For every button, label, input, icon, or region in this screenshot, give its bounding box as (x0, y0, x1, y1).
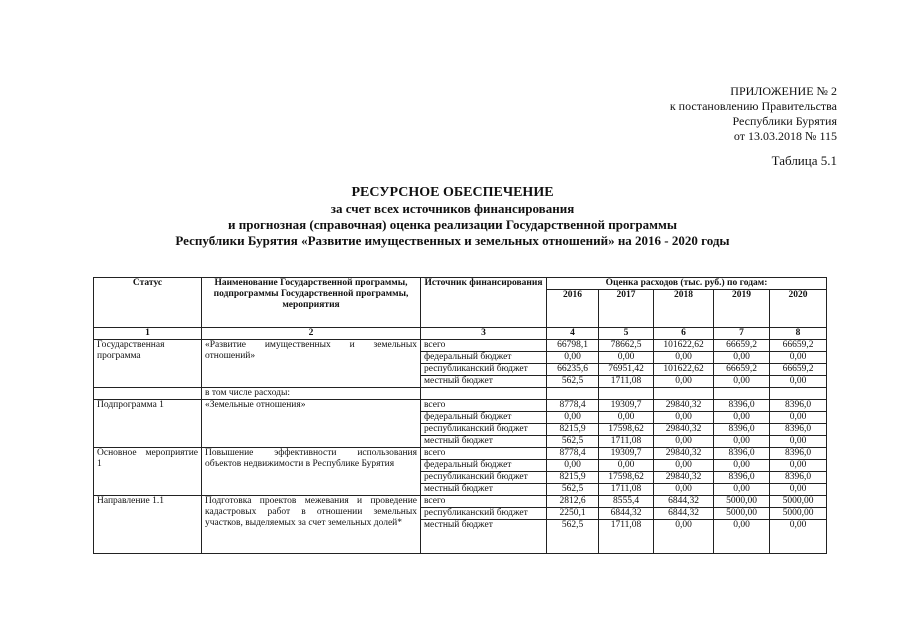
header-year: 2018 (654, 290, 714, 328)
row-value: 5000,00 (770, 496, 827, 508)
title-line: Республики Бурятия «Развитие имущественных и земельных отношений» на 2016 - 2020 годы (175, 233, 730, 248)
header-status: Статус (94, 278, 202, 328)
col-number: 2 (202, 328, 421, 340)
header-estimate: Оценка расходов (тыс. руб.) по годам: (547, 278, 827, 290)
col-number: 5 (599, 328, 654, 340)
row-value: 19309,7 (599, 448, 654, 460)
table-row (94, 388, 827, 400)
row-value: 0,00 (654, 520, 714, 554)
empty-cell (421, 388, 547, 400)
col-number: 6 (654, 328, 714, 340)
row-value: 562,5 (547, 436, 599, 448)
row-value: 1711,08 (599, 376, 654, 388)
row-source: всего (421, 340, 547, 352)
row-source: федеральный бюджет (421, 460, 547, 472)
row-value: 66659,2 (714, 364, 770, 376)
row-value: 8396,0 (714, 424, 770, 436)
row-value: 8396,0 (770, 424, 827, 436)
row-name: «Развитие имущественных и земельных отношений» (202, 340, 421, 388)
row-value: 29840,32 (654, 472, 714, 484)
appendix-line: от 13.03.2018 № 115 (733, 129, 837, 143)
row-name: Подготовка проектов межевания и проведение кадастровых работ в отношении земельных участков, выделяемых за счет земельных долей* (202, 496, 421, 554)
row-value: 0,00 (770, 484, 827, 496)
row-source: всего (421, 496, 547, 508)
header-source: Источник финансирования (421, 278, 547, 328)
title-line: РЕСУРСНОЕ ОБЕСПЕЧЕНИЕ (351, 185, 554, 200)
row-value: 8555,4 (599, 496, 654, 508)
row-value: 0,00 (770, 352, 827, 364)
row-value: 562,5 (547, 484, 599, 496)
row-source: федеральный бюджет (421, 412, 547, 424)
row-source: республиканский бюджет (421, 364, 547, 376)
row-value: 5000,00 (714, 508, 770, 520)
row-value: 0,00 (599, 412, 654, 424)
row-value: 0,00 (654, 376, 714, 388)
row-value: 0,00 (547, 412, 599, 424)
row-value: 5000,00 (770, 508, 827, 520)
header-name: Наименование Государственной программы, подпрограммы Государственной программы, мероприятия (202, 278, 421, 328)
document-title (0, 185, 905, 249)
row-value: 0,00 (547, 352, 599, 364)
row-value: 8396,0 (770, 400, 827, 412)
row-value: 8396,0 (714, 400, 770, 412)
row-name: Повышение эффективности использования объектов недвижимости в Республике Бурятия (202, 448, 421, 496)
col-number: 8 (770, 328, 827, 340)
row-value: 0,00 (654, 484, 714, 496)
row-value: 29840,32 (654, 400, 714, 412)
row-value: 8778,4 (547, 448, 599, 460)
row-value: 8215,9 (547, 424, 599, 436)
row-value: 0,00 (654, 436, 714, 448)
row-value: 66659,2 (714, 340, 770, 352)
row-source: всего (421, 400, 547, 412)
col-number: 1 (94, 328, 202, 340)
table-row (94, 400, 827, 412)
col-number: 7 (714, 328, 770, 340)
row-source: местный бюджет (421, 436, 547, 448)
resource-table (93, 277, 827, 554)
appendix-line: к постановлению Правительства (669, 99, 837, 113)
table-row (94, 340, 827, 352)
title-line: за счет всех источников финансирования (330, 201, 575, 216)
subtotal-label: в том числе расходы: (202, 388, 421, 400)
header-year: 2020 (770, 290, 827, 328)
row-value: 0,00 (770, 520, 827, 554)
title-line: и прогнозная (справочная) оценка реализации Государственной программы (228, 217, 677, 232)
row-value: 1711,08 (599, 484, 654, 496)
header-year: 2016 (547, 290, 599, 328)
row-status: Направление 1.1 (94, 496, 202, 554)
row-value: 8396,0 (770, 472, 827, 484)
row-source: всего (421, 448, 547, 460)
row-value: 0,00 (654, 352, 714, 364)
row-value: 5000,00 (714, 496, 770, 508)
row-value: 0,00 (714, 412, 770, 424)
row-value: 6844,32 (654, 508, 714, 520)
row-value: 8396,0 (714, 448, 770, 460)
row-value: 19309,7 (599, 400, 654, 412)
row-value: 29840,32 (654, 424, 714, 436)
appendix-block (670, 84, 837, 144)
col-number: 3 (421, 328, 547, 340)
row-value: 562,5 (547, 376, 599, 388)
row-value: 0,00 (714, 484, 770, 496)
row-status: Подпрограмма 1 (94, 400, 202, 448)
row-value: 66798,1 (547, 340, 599, 352)
row-value: 0,00 (654, 460, 714, 472)
col-number: 4 (547, 328, 599, 340)
row-source: республиканский бюджет (421, 424, 547, 436)
empty-cell (599, 388, 654, 400)
row-value: 66235,6 (547, 364, 599, 376)
row-value: 76951,42 (599, 364, 654, 376)
row-name: «Земельные отношения» (202, 400, 421, 448)
row-value: 0,00 (770, 412, 827, 424)
row-value: 2250,1 (547, 508, 599, 520)
row-source: федеральный бюджет (421, 352, 547, 364)
row-value: 562,5 (547, 520, 599, 554)
row-value: 6844,32 (654, 496, 714, 508)
row-value: 0,00 (714, 376, 770, 388)
row-value: 101622,62 (654, 364, 714, 376)
appendix-line: ПРИЛОЖЕНИЕ № 2 (730, 84, 837, 98)
row-value: 0,00 (770, 376, 827, 388)
row-source: местный бюджет (421, 520, 547, 554)
row-value: 1711,08 (599, 520, 654, 554)
header-year: 2017 (599, 290, 654, 328)
row-value: 0,00 (770, 460, 827, 472)
row-value: 66659,2 (770, 340, 827, 352)
empty-cell (654, 388, 714, 400)
row-value: 17598,62 (599, 472, 654, 484)
row-source: местный бюджет (421, 376, 547, 388)
table-row (94, 496, 827, 508)
row-value: 0,00 (547, 460, 599, 472)
row-value: 8396,0 (770, 448, 827, 460)
row-value: 0,00 (714, 436, 770, 448)
row-value: 66659,2 (770, 364, 827, 376)
row-source: местный бюджет (421, 484, 547, 496)
row-value: 0,00 (714, 520, 770, 554)
appendix-line: Республики Бурятия (732, 114, 837, 128)
row-value: 0,00 (714, 460, 770, 472)
row-value: 8396,0 (714, 472, 770, 484)
row-value: 0,00 (599, 352, 654, 364)
row-value: 6844,32 (599, 508, 654, 520)
table-row (94, 448, 827, 460)
table-number: Таблица 5.1 (771, 153, 837, 168)
header-year: 2019 (714, 290, 770, 328)
row-source: республиканский бюджет (421, 508, 547, 520)
empty-cell (94, 388, 202, 400)
row-value: 0,00 (770, 436, 827, 448)
row-value: 78662,5 (599, 340, 654, 352)
row-value: 101622,62 (654, 340, 714, 352)
row-value: 29840,32 (654, 448, 714, 460)
row-value: 1711,08 (599, 436, 654, 448)
row-value: 0,00 (599, 460, 654, 472)
row-value: 8215,9 (547, 472, 599, 484)
row-source: республиканский бюджет (421, 472, 547, 484)
row-value: 8778,4 (547, 400, 599, 412)
row-value: 17598,62 (599, 424, 654, 436)
empty-cell (714, 388, 770, 400)
row-value: 0,00 (654, 412, 714, 424)
row-status: Государственная программа (94, 340, 202, 388)
empty-cell (547, 388, 599, 400)
empty-cell (770, 388, 827, 400)
row-value: 0,00 (714, 352, 770, 364)
row-value: 2812,6 (547, 496, 599, 508)
row-status: Основное мероприятие 1 (94, 448, 202, 496)
